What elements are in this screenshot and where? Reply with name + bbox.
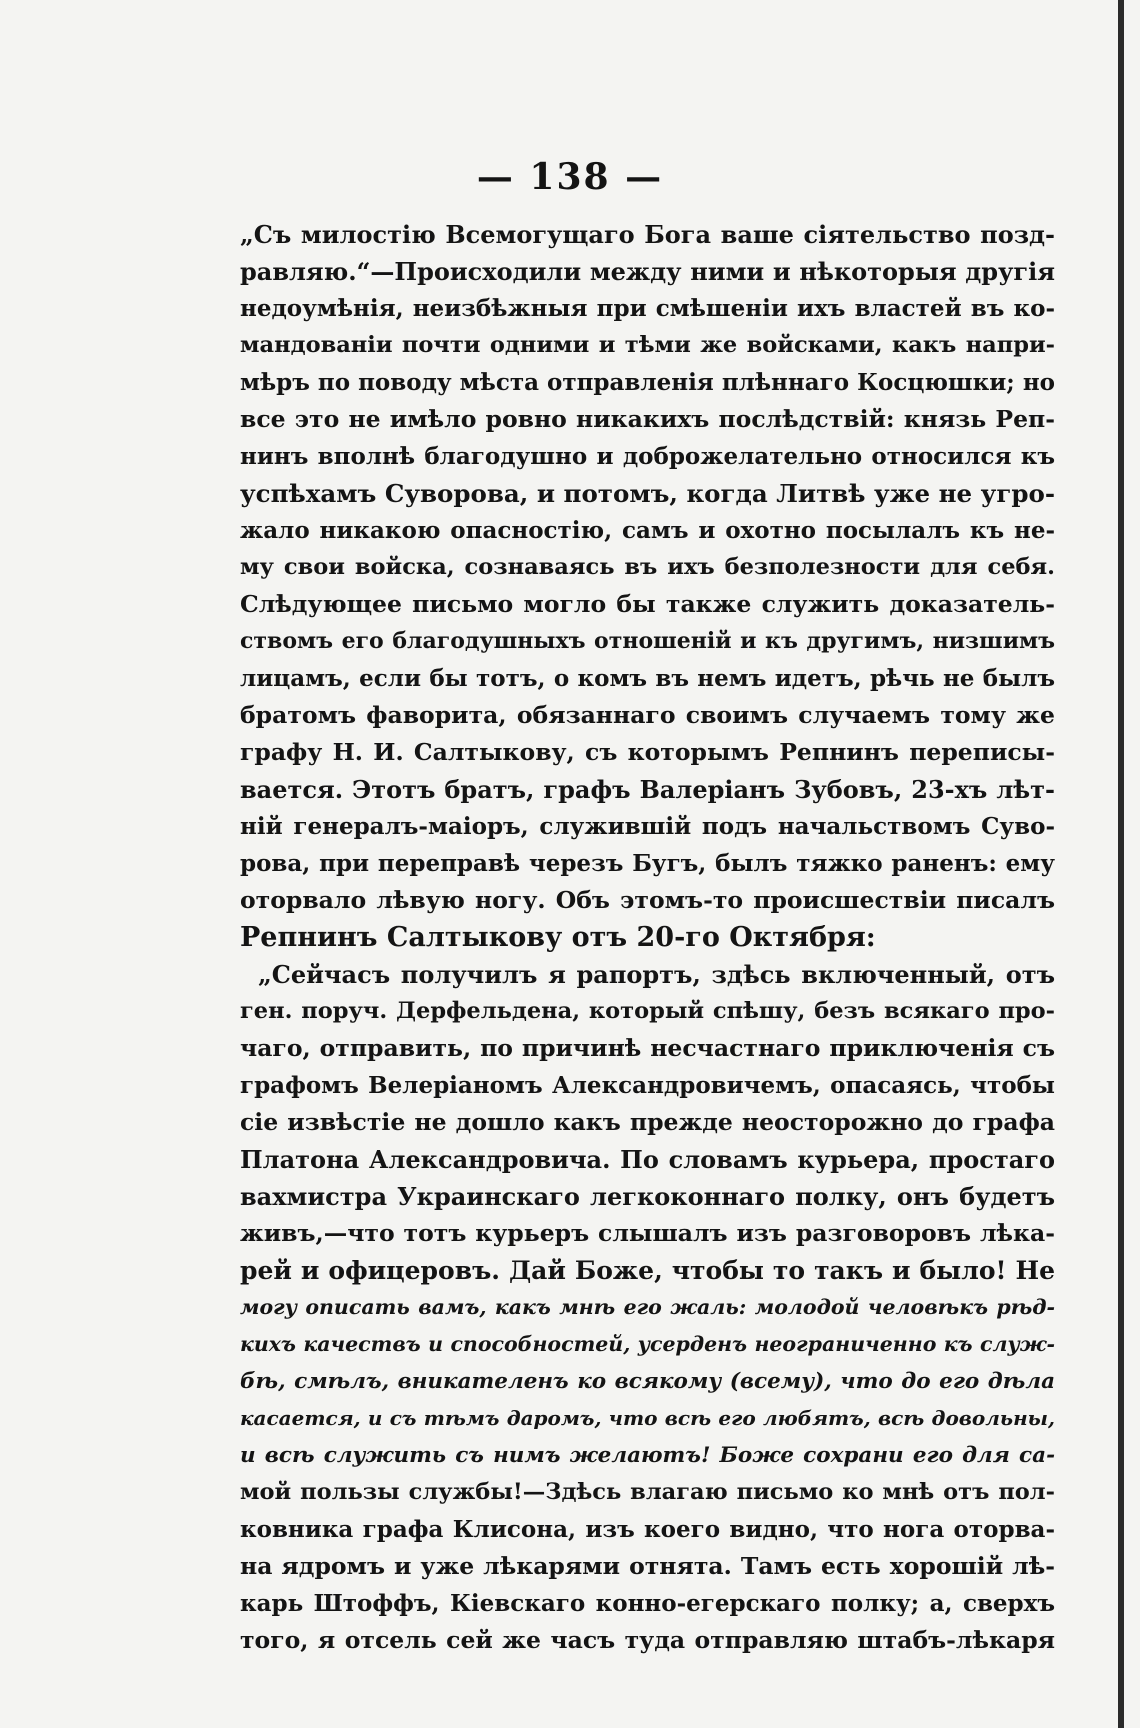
text-line: ковника графа Клисона, изъ коего видно, что нога оторва-: [240, 1516, 1055, 1543]
text-line: „Сейчасъ получилъ я рапортъ, здѣсь включенный, отъ: [258, 960, 1055, 989]
text-line-italic: и всѣ служить съ нимъ желаютъ! Боже сохрани его для са-: [240, 1443, 1055, 1468]
text-line: недоумѣнія, неизбѣжныя при смѣшеніи ихъ властей въ ко-: [240, 295, 1055, 322]
text-line: графомъ Велеріаномъ Александровичемъ, опасаясь, чтобы: [240, 1072, 1055, 1099]
body-text: [240, 216, 1055, 1659]
text-line: ній генералъ-маіоръ, служившій подъ начальствомъ Суво-: [240, 813, 1055, 840]
text-line: равляю.“—Происходили между ними и нѣкоторыя другія: [240, 257, 1055, 286]
text-line-italic: могу описать вамъ, какъ мнѣ его жаль: молодой человѣкъ рѣд-: [240, 1295, 1055, 1319]
text-line: карь Штоффъ, Кіевскаго конно-егерскаго полку; а, сверхъ: [240, 1590, 1055, 1617]
text-line: Слѣдующее письмо могло бы также служить доказатель-: [240, 590, 1055, 618]
text-line: Репнинъ Салтыкову отъ 20-го Октября:: [240, 922, 876, 953]
text-line: сіе извѣстіе не дошло какъ прежде неосторожно до графа: [240, 1108, 1055, 1136]
text-line: лицамъ, если бы тотъ, о комъ въ немъ идетъ, рѣчь не былъ: [240, 665, 1055, 692]
text-line: успѣхамъ Суворова, и потомъ, когда Литвѣ уже не угро-: [240, 479, 1055, 508]
text-line: нинъ вполнѣ благодушно и доброжелательно относился къ: [240, 443, 1055, 470]
text-line: му свои войска, сознаваясь въ ихъ безполезности для себя.: [240, 554, 1055, 580]
text-line: „Съ милостію Всемогущаго Бога ваше сіятельство позд-: [240, 220, 1055, 249]
text-line: рова, при переправѣ черезъ Бугъ, былъ тяжко раненъ: ему: [240, 850, 1055, 877]
text-line: жало никакою опасностію, самъ и охотно посылалъ къ не-: [240, 517, 1055, 544]
text-line: на ядромъ и уже лѣкарями отнята. Тамъ есть хорошій лѣ-: [240, 1552, 1055, 1580]
text-line: вается. Этотъ братъ, графъ Валеріанъ Зубовъ, 23-хъ лѣт-: [240, 775, 1055, 804]
text-line: рей и офицеровъ. Дай Боже, чтобы то такъ и было! Не: [240, 1256, 1055, 1285]
page-number: — 138 —: [476, 156, 664, 198]
text-line: мѣръ по поводу мѣста отправленія плѣннаго Косцюшки; но: [240, 369, 1055, 396]
text-line: того, я отсель сей же часъ туда отправляю штабъ-лѣкаря: [240, 1626, 1055, 1654]
text-line: все это не имѣло ровно никакихъ послѣдствій: князь Реп-: [240, 405, 1055, 433]
text-line: графу Н. И. Салтыкову, съ которымъ Репнинъ переписы-: [240, 738, 1055, 766]
text-line-italic: кихъ качествъ и способностей, усерденъ неограниченно къ служ-: [240, 1332, 1055, 1356]
text-line: оторвало лѣвую ногу. Объ этомъ-то происшествіи писалъ: [240, 886, 1055, 914]
text-line: ствомъ его благодушныхъ отношеній и къ другимъ, низшимъ: [240, 628, 1055, 654]
text-line-italic: бѣ, смѣлъ, вникателенъ ко всякому (всему), что до его дѣла: [240, 1369, 1055, 1394]
text-line: ген. поруч. Дерфельдена, который спѣшу, безъ всякаго про-: [240, 998, 1055, 1024]
text-line: братомъ фаворита, обязаннаго своимъ случаемъ тому же: [240, 701, 1055, 729]
page-edge-shadow: [1118, 0, 1124, 1728]
text-line: мандованіи почти одними и тѣми же войсками, какъ напри-: [240, 332, 1055, 358]
text-line: мой пользы службы!—Здѣсь влагаю письмо ко мнѣ отъ пол-: [240, 1479, 1055, 1505]
text-line: живъ,—что тотъ курьеръ слышалъ изъ разговоровъ лѣка-: [240, 1219, 1055, 1247]
text-line-italic: касается, и съ тѣмъ даромъ, что всѣ его любятъ, всѣ довольны,: [240, 1406, 1055, 1430]
text-line: чаго, отправить, по причинѣ несчастнаго приключенія съ: [240, 1034, 1055, 1062]
text-line: вахмистра Украинскаго легкоконнаго полку, онъ будетъ: [240, 1182, 1055, 1211]
text-line: Платона Александровича. По словамъ курьера, простаго: [240, 1145, 1055, 1174]
